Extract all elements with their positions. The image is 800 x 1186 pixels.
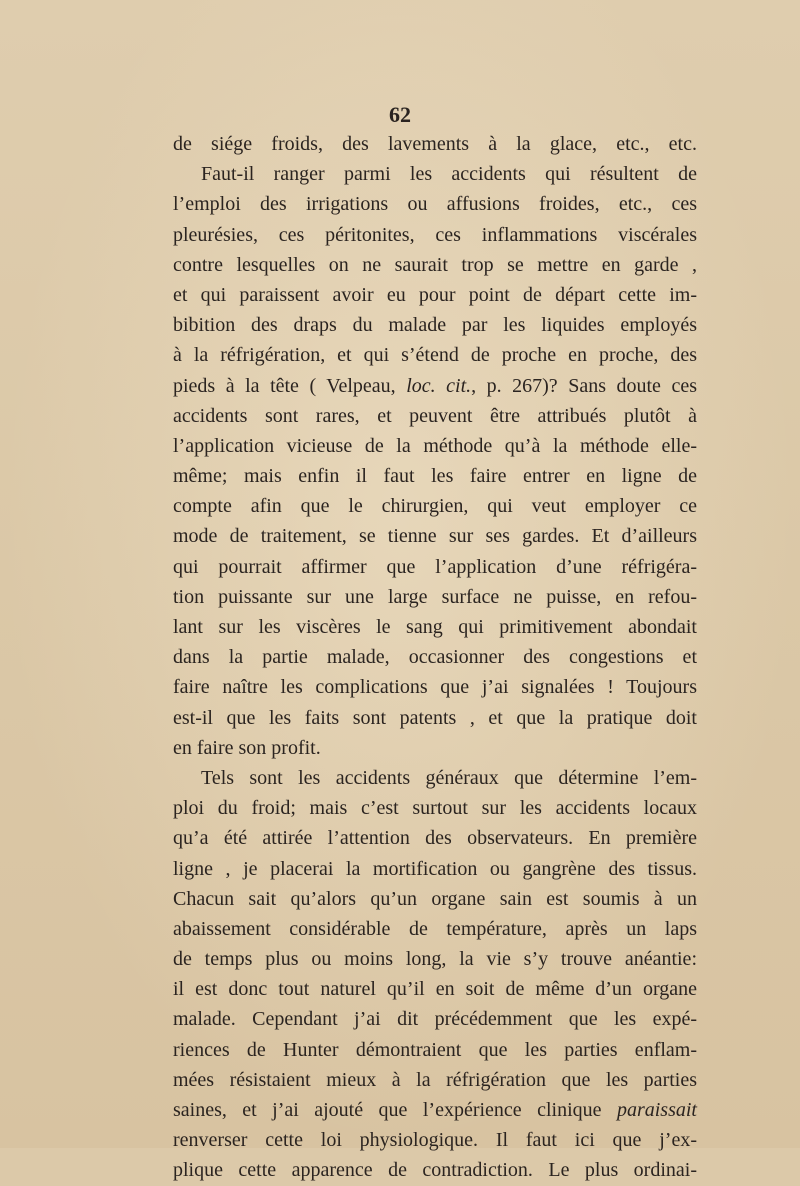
text-line: est-il que les faits sont patents , et que la pratique doit	[173, 706, 697, 729]
text-line: ploi du froid; mais c’est surtout sur les accidents locaux	[173, 797, 697, 820]
text-line: contre lesquelles on ne saurait trop se mettre en garde ,	[173, 253, 697, 276]
text-line: compte afin que le chirurgien, qui veut employer ce	[173, 495, 697, 518]
text-line: de temps plus ou moins long, la vie s’y trouve anéantie:	[173, 948, 697, 971]
text-line: et qui paraissent avoir eu pour point de départ cette im-	[173, 283, 697, 306]
text-line: faire naître les complications que j’ai signalées ! Toujours	[173, 676, 697, 699]
text-line: en faire son profit.	[173, 736, 321, 759]
text-line: mées résistaient mieux à la réfrigération que les parties	[173, 1068, 697, 1091]
text-line: de siége froids, des lavements à la glace, etc., etc.	[173, 133, 697, 155]
text-line: accidents sont rares, et peuvent être attribués plutôt à	[173, 404, 697, 427]
italic-text: loc. cit.	[406, 374, 472, 397]
italic-text: paraissait	[616, 1099, 697, 1121]
text-run: pieds à la tête ( Velpeau,	[173, 374, 407, 397]
text-line: abaissement considérable de température, après un laps	[173, 917, 697, 940]
text-line: qu’a été attirée l’attention des observateurs. En première	[173, 827, 697, 850]
text-line: plique cette apparence de contradiction. Le plus ordinai-	[173, 1159, 697, 1182]
text-line: riences de Hunter démontraient que les parties enflam-	[173, 1038, 697, 1061]
text-line: lant sur les viscères le sang qui primitivement abondait	[173, 616, 697, 638]
text-line: bibition des draps du malade par les liquides employés	[173, 314, 697, 337]
text-line: pleurésies, ces péritonites, ces inflammations viscérales	[173, 223, 697, 246]
text-line: ligne , je placerai la mortification ou gangrène des tissus.	[173, 857, 697, 880]
text-line: il est donc tout naturel qu’il en soit de même d’un organe	[173, 978, 697, 1001]
text-line: Tels sont les accidents généraux que détermine l’em-	[201, 766, 697, 789]
text-line: Chacun sait qu’alors qu’un organe sain est soumis à un	[173, 887, 697, 910]
text-run: saines, et j’ai ajouté que l’expérience clinique	[173, 1099, 617, 1121]
text-line: tion puissante sur une large surface ne puisse, en refou-	[173, 585, 697, 608]
text-line	[173, 371, 697, 401]
body-text	[173, 129, 697, 1186]
text-line: dans la partie malade, occasionner des congestions et	[173, 646, 697, 669]
text-line: Faut-il ranger parmi les accidents qui résultent de	[201, 163, 697, 186]
text-line: à la réfrigération, et qui s’étend de proche en proche, des	[173, 344, 697, 367]
text-line: renverser cette loi physiologique. Il faut ici que j’ex-	[173, 1129, 697, 1152]
text-run: , p. 267)? Sans doute ces	[471, 374, 697, 397]
text-line: l’application vicieuse de la méthode qu’à la méthode elle-	[173, 434, 697, 457]
text-line: mode de traitement, se tienne sur ses gardes. Et d’ailleurs	[173, 525, 697, 548]
text-line: même; mais enfin il faut les faire entrer en ligne de	[173, 465, 697, 488]
text-line	[173, 1095, 697, 1125]
text-line: malade. Cependant j’ai dit précédemment que les expé-	[173, 1008, 697, 1031]
text-line: l’emploi des irrigations ou affusions froides, etc., ces	[173, 193, 697, 216]
text-line: qui pourrait affirmer que l’application d’une réfrigéra-	[173, 555, 697, 578]
page-number: 62	[389, 102, 411, 127]
